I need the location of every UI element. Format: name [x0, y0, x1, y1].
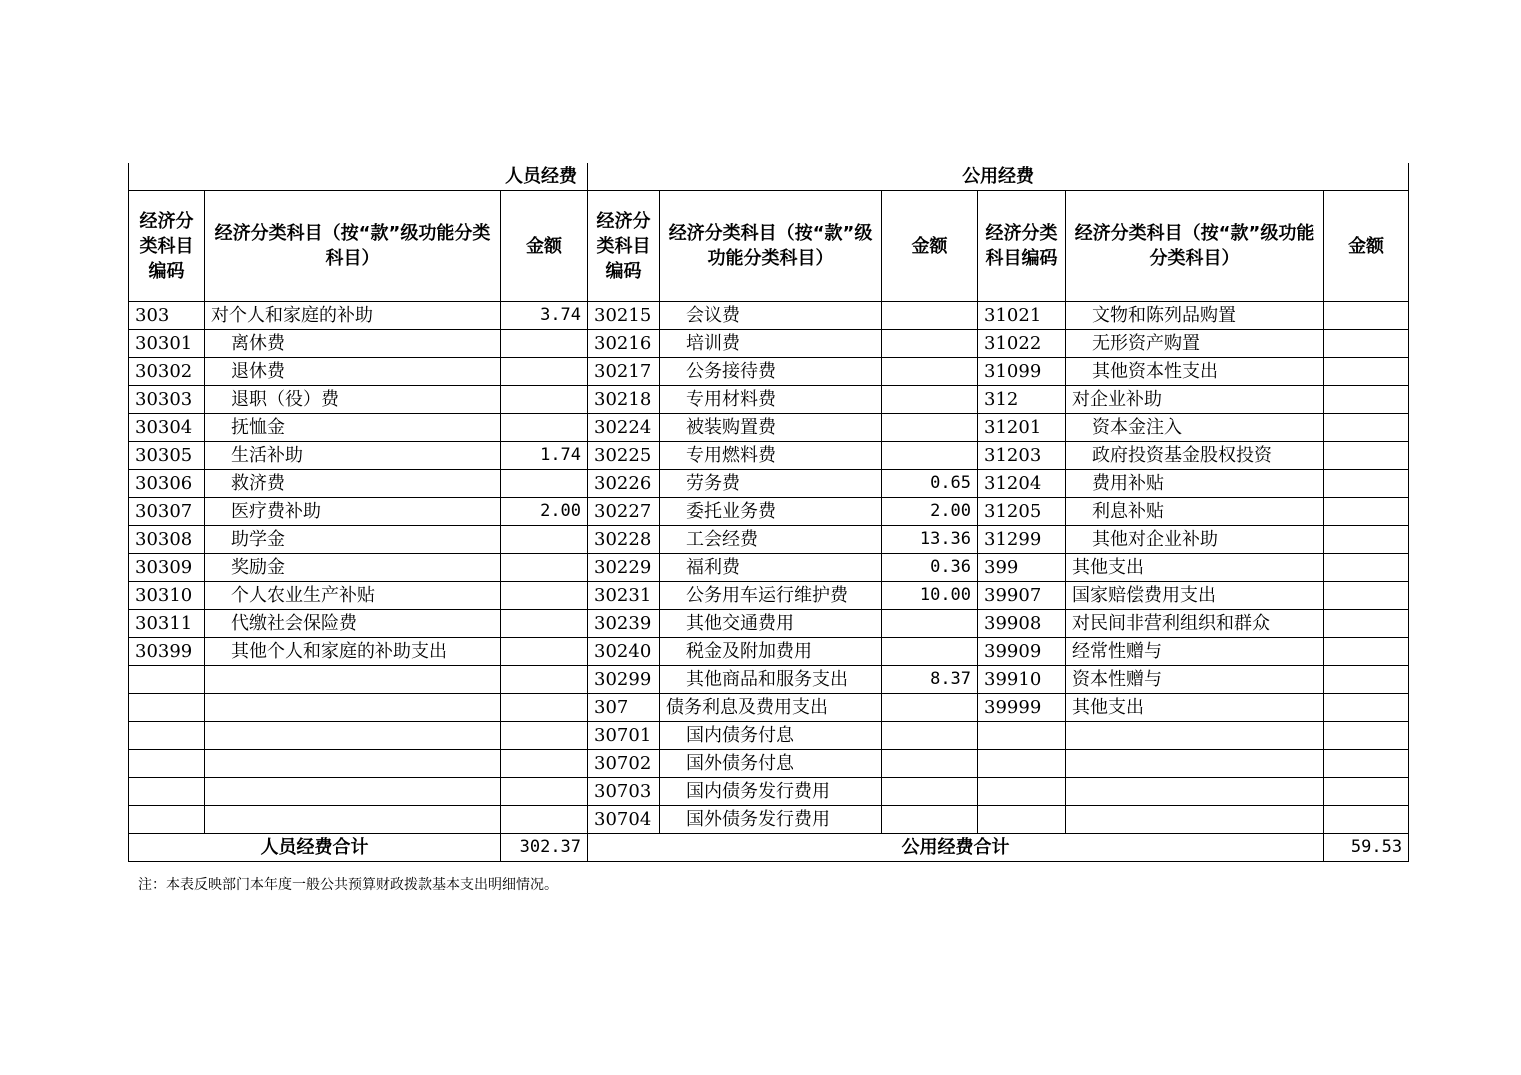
amount-cell: [882, 806, 978, 834]
code-cell: [129, 778, 205, 806]
subject-label: 救济费: [231, 473, 285, 494]
subject-cell: [660, 302, 882, 330]
public-total-value: 59.53: [1324, 834, 1409, 862]
subject-cell: [205, 778, 501, 806]
table-row: [129, 442, 1409, 470]
amount-cell: 10.00: [882, 582, 978, 610]
subject-label: 个人农业生产补贴: [231, 585, 375, 606]
amount-cell: [1324, 638, 1409, 666]
amount-cell: [501, 526, 588, 554]
amount-cell: [1324, 666, 1409, 694]
section-public: 公用经费: [588, 163, 1409, 191]
subject-cell: [205, 414, 501, 442]
amount-cell: 0.65: [882, 470, 978, 498]
subject-label: 无形资产购置: [1092, 333, 1201, 354]
amount-cell: [501, 694, 588, 722]
amount-cell: [501, 638, 588, 666]
subject-label: 被装购置费: [686, 417, 777, 438]
subject-cell: [1066, 414, 1324, 442]
amount-cell: [882, 610, 978, 638]
code-cell: 31204: [978, 470, 1066, 498]
header-code: 经济分类科目编码: [129, 191, 205, 302]
amount-cell: [882, 386, 978, 414]
subject-cell: [205, 442, 501, 470]
subject-label: 文物和陈列品购置: [1092, 305, 1237, 326]
subject-cell: [660, 582, 882, 610]
amount-cell: [882, 694, 978, 722]
code-cell: [978, 722, 1066, 750]
code-cell: 30229: [588, 554, 660, 582]
subject-cell: [205, 470, 501, 498]
total-row: [129, 834, 1409, 862]
code-cell: [129, 806, 205, 834]
code-cell: 30225: [588, 442, 660, 470]
code-cell: 30226: [588, 470, 660, 498]
header-amount: 金额: [1324, 191, 1409, 302]
code-cell: 30304: [129, 414, 205, 442]
code-cell: 30703: [588, 778, 660, 806]
table-row: [129, 666, 1409, 694]
subject-cell: [660, 554, 882, 582]
subject-label: 税金及附加费用: [686, 641, 813, 662]
subject-cell: [1066, 442, 1324, 470]
subject-label: 劳务费: [686, 473, 741, 494]
header-code: 经济分类科目编码: [588, 191, 660, 302]
subject-cell: [660, 414, 882, 442]
amount-cell: 0.36: [882, 554, 978, 582]
public-total-label: 公用经费合计: [588, 834, 1324, 862]
amount-cell: [1324, 694, 1409, 722]
section-header-row: [129, 163, 1409, 191]
subject-label: 专用材料费: [686, 389, 777, 410]
code-cell: 30240: [588, 638, 660, 666]
subject-cell: [205, 722, 501, 750]
code-cell: 30224: [588, 414, 660, 442]
subject-label: 国家赔偿费用支出: [1072, 585, 1217, 606]
subject-label: 退休费: [231, 361, 285, 382]
amount-cell: [501, 750, 588, 778]
subject-cell: [205, 386, 501, 414]
subject-cell: [205, 302, 501, 330]
code-cell: 30227: [588, 498, 660, 526]
amount-cell: [501, 582, 588, 610]
amount-cell: [882, 330, 978, 358]
subject-label: 资本金注入: [1092, 417, 1183, 438]
amount-cell: [501, 610, 588, 638]
column-header-row: [129, 191, 1409, 302]
amount-cell: [1324, 386, 1409, 414]
subject-label: 对个人和家庭的补助: [211, 305, 373, 326]
subject-label: 政府投资基金股权投资: [1092, 445, 1273, 466]
subject-cell: [1066, 806, 1324, 834]
table-row: [129, 470, 1409, 498]
code-cell: 31021: [978, 302, 1066, 330]
code-cell: 30231: [588, 582, 660, 610]
subject-cell: [1066, 750, 1324, 778]
subject-cell: [205, 806, 501, 834]
subject-label: 其他支出: [1072, 557, 1145, 578]
subject-label: 公务接待费: [686, 361, 777, 382]
subject-cell: [205, 498, 501, 526]
amount-cell: [501, 806, 588, 834]
subject-label: 其他个人和家庭的补助支出: [231, 641, 447, 662]
subject-cell: [205, 750, 501, 778]
code-cell: 39909: [978, 638, 1066, 666]
subject-cell: [660, 358, 882, 386]
amount-cell: [501, 778, 588, 806]
code-cell: 30309: [129, 554, 205, 582]
subject-label: 利息补贴: [1092, 501, 1165, 522]
subject-cell: [1066, 722, 1324, 750]
code-cell: 30704: [588, 806, 660, 834]
amount-cell: [501, 722, 588, 750]
amount-cell: [1324, 414, 1409, 442]
subject-label: 其他资本性支出: [1092, 361, 1219, 382]
subject-cell: [660, 722, 882, 750]
code-cell: 30308: [129, 526, 205, 554]
amount-cell: [1324, 358, 1409, 386]
amount-cell: [882, 638, 978, 666]
subject-label: 委托业务费: [686, 501, 777, 522]
table-row: [129, 638, 1409, 666]
subject-label: 会议费: [686, 305, 741, 326]
code-cell: 30303: [129, 386, 205, 414]
code-cell: 30218: [588, 386, 660, 414]
code-cell: 30302: [129, 358, 205, 386]
code-cell: 312: [978, 386, 1066, 414]
subject-label: 其他交通费用: [686, 613, 795, 634]
subject-cell: [660, 694, 882, 722]
subject-label: 国内债务付息: [686, 725, 795, 746]
subject-cell: [1066, 386, 1324, 414]
amount-cell: 3.74: [501, 302, 588, 330]
code-cell: [978, 806, 1066, 834]
subject-cell: [205, 610, 501, 638]
header-subject: 经济分类科目（按“款”级功能分类科目）: [660, 191, 882, 302]
code-cell: 30306: [129, 470, 205, 498]
subject-label: 对民间非营利组织和群众: [1072, 613, 1271, 634]
header-amount: 金额: [501, 191, 588, 302]
subject-cell: [1066, 358, 1324, 386]
code-cell: 30216: [588, 330, 660, 358]
amount-cell: [1324, 554, 1409, 582]
code-cell: 30299: [588, 666, 660, 694]
code-cell: 31205: [978, 498, 1066, 526]
subject-label: 其他对企业补助: [1092, 529, 1219, 550]
header-amount: 金额: [882, 191, 978, 302]
personnel-total-value: 302.37: [501, 834, 588, 862]
amount-cell: [882, 414, 978, 442]
code-cell: 30399: [129, 638, 205, 666]
subject-cell: [660, 750, 882, 778]
amount-cell: [1324, 778, 1409, 806]
code-cell: [129, 722, 205, 750]
code-cell: 399: [978, 554, 1066, 582]
table-row: [129, 806, 1409, 834]
subject-cell: [1066, 694, 1324, 722]
code-cell: 31299: [978, 526, 1066, 554]
subject-cell: [1066, 330, 1324, 358]
subject-label: 资本性赠与: [1072, 669, 1163, 690]
subject-label: 医疗费补助: [231, 501, 321, 522]
amount-cell: 8.37: [882, 666, 978, 694]
code-cell: 30228: [588, 526, 660, 554]
amount-cell: [1324, 470, 1409, 498]
subject-label: 奖励金: [231, 557, 285, 578]
subject-label: 经常性赠与: [1072, 641, 1163, 662]
code-cell: 30301: [129, 330, 205, 358]
footnote: 注：本表反映部门本年度一般公共预算财政拨款基本支出明细情况。: [138, 877, 558, 893]
subject-cell: [660, 498, 882, 526]
code-cell: 31203: [978, 442, 1066, 470]
subject-label: 其他商品和服务支出: [686, 669, 849, 690]
subject-cell: [205, 554, 501, 582]
table-row: [129, 750, 1409, 778]
amount-cell: [501, 358, 588, 386]
subject-cell: [1066, 498, 1324, 526]
code-cell: 39910: [978, 666, 1066, 694]
subject-cell: [205, 526, 501, 554]
amount-cell: [882, 722, 978, 750]
table-row: [129, 722, 1409, 750]
code-cell: 39999: [978, 694, 1066, 722]
subject-cell: [205, 358, 501, 386]
table-row: [129, 526, 1409, 554]
amount-cell: [1324, 330, 1409, 358]
amount-cell: 2.00: [882, 498, 978, 526]
subject-cell: [660, 470, 882, 498]
budget-table: [128, 163, 1409, 862]
amount-cell: [501, 554, 588, 582]
amount-cell: [501, 666, 588, 694]
code-cell: 39907: [978, 582, 1066, 610]
code-cell: 307: [588, 694, 660, 722]
subject-cell: [205, 330, 501, 358]
amount-cell: [1324, 498, 1409, 526]
code-cell: 30702: [588, 750, 660, 778]
code-cell: 31201: [978, 414, 1066, 442]
section-personnel: 人员经费: [129, 163, 588, 191]
subject-cell: [660, 638, 882, 666]
code-cell: 30215: [588, 302, 660, 330]
code-cell: 39908: [978, 610, 1066, 638]
subject-label: 国外债务发行费用: [686, 809, 831, 830]
subject-cell: [1066, 582, 1324, 610]
table-row: [129, 610, 1409, 638]
code-cell: 303: [129, 302, 205, 330]
subject-cell: [1066, 666, 1324, 694]
amount-cell: [501, 386, 588, 414]
amount-cell: 13.36: [882, 526, 978, 554]
subject-label: 培训费: [686, 333, 741, 354]
table-row: [129, 694, 1409, 722]
code-cell: [129, 694, 205, 722]
header-code: 经济分类科目编码: [978, 191, 1066, 302]
table-row: [129, 330, 1409, 358]
subject-cell: [1066, 778, 1324, 806]
subject-label: 助学金: [231, 529, 285, 550]
subject-label: 离休费: [231, 333, 285, 354]
subject-label: 退职（役）费: [231, 389, 339, 410]
subject-cell: [660, 442, 882, 470]
code-cell: 30217: [588, 358, 660, 386]
table-row: [129, 386, 1409, 414]
personnel-total-label: 人员经费合计: [129, 834, 501, 862]
code-cell: [978, 778, 1066, 806]
amount-cell: [882, 302, 978, 330]
table-row: [129, 498, 1409, 526]
code-cell: 30239: [588, 610, 660, 638]
subject-cell: [205, 666, 501, 694]
subject-cell: [1066, 610, 1324, 638]
table-row: [129, 554, 1409, 582]
code-cell: 31022: [978, 330, 1066, 358]
amount-cell: [1324, 526, 1409, 554]
amount-cell: [882, 778, 978, 806]
subject-cell: [205, 694, 501, 722]
subject-label: 国外债务付息: [686, 753, 795, 774]
subject-cell: [660, 386, 882, 414]
subject-label: 对企业补助: [1072, 389, 1163, 410]
code-cell: 30311: [129, 610, 205, 638]
subject-cell: [1066, 302, 1324, 330]
amount-cell: [1324, 806, 1409, 834]
subject-label: 福利费: [686, 557, 741, 578]
code-cell: [129, 666, 205, 694]
subject-label: 代缴社会保险费: [231, 613, 357, 634]
subject-cell: [205, 638, 501, 666]
table-row: [129, 302, 1409, 330]
amount-cell: 2.00: [501, 498, 588, 526]
amount-cell: [1324, 722, 1409, 750]
code-cell: 30310: [129, 582, 205, 610]
subject-label: 费用补贴: [1092, 473, 1165, 494]
subject-label: 抚恤金: [231, 417, 285, 438]
amount-cell: [1324, 582, 1409, 610]
amount-cell: [1324, 610, 1409, 638]
subject-cell: [660, 526, 882, 554]
table-row: [129, 582, 1409, 610]
header-subject: 经济分类科目（按“款”级功能分类科目）: [205, 191, 501, 302]
subject-cell: [1066, 470, 1324, 498]
table-row: [129, 358, 1409, 386]
subject-label: 专用燃料费: [686, 445, 777, 466]
subject-cell: [660, 778, 882, 806]
amount-cell: [882, 358, 978, 386]
amount-cell: 1.74: [501, 442, 588, 470]
code-cell: 30305: [129, 442, 205, 470]
subject-label: 工会经费: [686, 529, 759, 550]
table-row: [129, 414, 1409, 442]
subject-cell: [1066, 554, 1324, 582]
subject-label: 其他支出: [1072, 697, 1145, 718]
amount-cell: [1324, 750, 1409, 778]
subject-label: 公务用车运行维护费: [686, 585, 849, 606]
subject-label: 生活补助: [231, 445, 303, 466]
code-cell: 30701: [588, 722, 660, 750]
subject-label: 国内债务发行费用: [686, 781, 831, 802]
subject-cell: [205, 582, 501, 610]
header-subject: 经济分类科目（按“款”级功能分类科目）: [1066, 191, 1324, 302]
amount-cell: [501, 470, 588, 498]
subject-cell: [1066, 638, 1324, 666]
amount-cell: [501, 330, 588, 358]
amount-cell: [882, 750, 978, 778]
code-cell: [129, 750, 205, 778]
subject-cell: [1066, 526, 1324, 554]
subject-cell: [660, 330, 882, 358]
amount-cell: [882, 442, 978, 470]
code-cell: 30307: [129, 498, 205, 526]
amount-cell: [1324, 302, 1409, 330]
code-cell: [978, 750, 1066, 778]
code-cell: 31099: [978, 358, 1066, 386]
subject-cell: [660, 666, 882, 694]
amount-cell: [1324, 442, 1409, 470]
subject-cell: [660, 806, 882, 834]
amount-cell: [501, 414, 588, 442]
subject-label: 债务利息及费用支出: [666, 697, 829, 718]
subject-cell: [660, 610, 882, 638]
table-row: [129, 778, 1409, 806]
